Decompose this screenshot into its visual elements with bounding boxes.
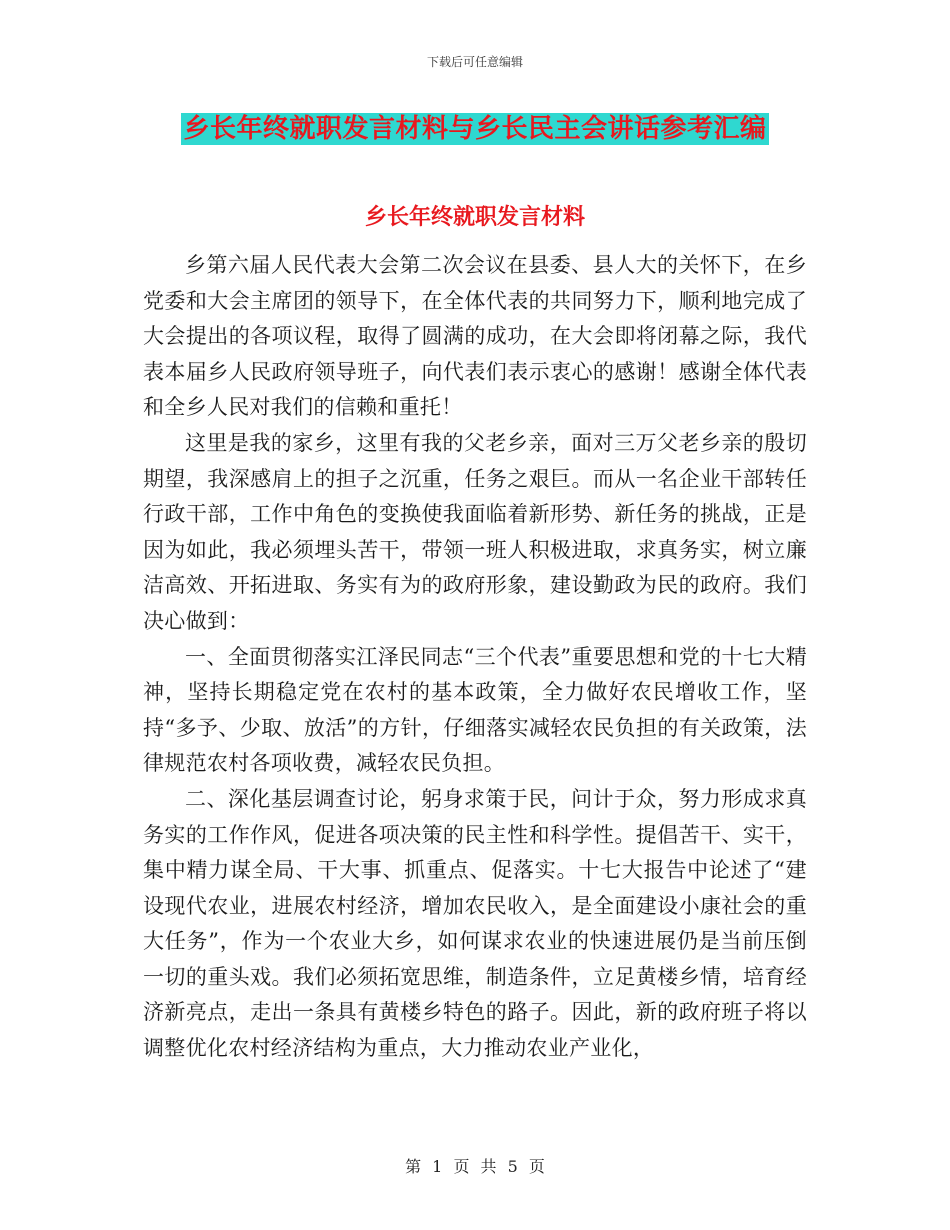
page-footer: 第 1 页 共 5 页 — [405, 1157, 545, 1176]
document-body — [143, 248, 807, 1067]
page-header-note: 下载后可任意编辑 — [426, 55, 523, 69]
paragraph-2: 这里是我的家乡，这里有我的父老乡亲，面对三万父老乡亲的殷切期望，我深感肩上的担子之沉重，任务之艰巨。而从一名企业干部转任行政干部，工作中角色的变换使我面临着新形势、新任务的挑战，正是因为如此，我必须埋头苦干，带领一班人积极进取，求真务实，树立廉洁高效、开拓进取、务实有为的政府形象，建设勤政为民的政府。我们决心做到： — [143, 430, 807, 633]
paragraph-4: 二、深化基层调查讨论，躬身求策于民，问计于众，努力形成求真务实的工作作风，促进各项决策的民主性和科学性。提倡苦干、实干，集中精力谋全局、干大事、抓重点、促落实。十七大报告中论述了“建设现代农业，进展农村经济，增加农民收入，是全面建设小康社会的重大任务”，作为一个农业大乡，如何谋求农业的快速进展仍是当前压倒一切的重头戏。我们必须拓宽思维，制造条件，立足黄楼乡情，培育经济新亮点，走出一条具有黄楼乡特色的路子。因此，新的政府班子将以调整优化农村经济结构为重点，大力推动农业产业化， — [143, 786, 807, 1061]
paragraph-1: 乡第六届人民代表大会第二次会议在县委、县人大的关怀下，在乡党委和大会主席团的领导下，在全体代表的共同努力下，顺利地完成了大会提出的各项议程，取得了圆满的成功，在大会即将闭幕之际，我代表本届乡人民政府领导班子，向代表们表示衷心的感谢！感谢全体代表和全乡人民对我们的信赖和重托！ — [143, 253, 807, 420]
paragraph-3: 一、全面贯彻落实江泽民同志“三个代表”重要思想和党的十七大精神，坚持长期稳定党在农村的基本政策，全力做好农民增收工作，坚持“多予、少取、放活”的方针，仔细落实减轻农民负担的有关政策，法律规范农村各项收费，减轻农民负担。 — [143, 644, 807, 776]
document-title-container — [0, 113, 950, 145]
document-title: 乡长年终就职发言材料与乡长民主会讲话参考汇编 — [183, 114, 767, 144]
section-title: 乡长年终就职发言材料 — [364, 205, 585, 230]
